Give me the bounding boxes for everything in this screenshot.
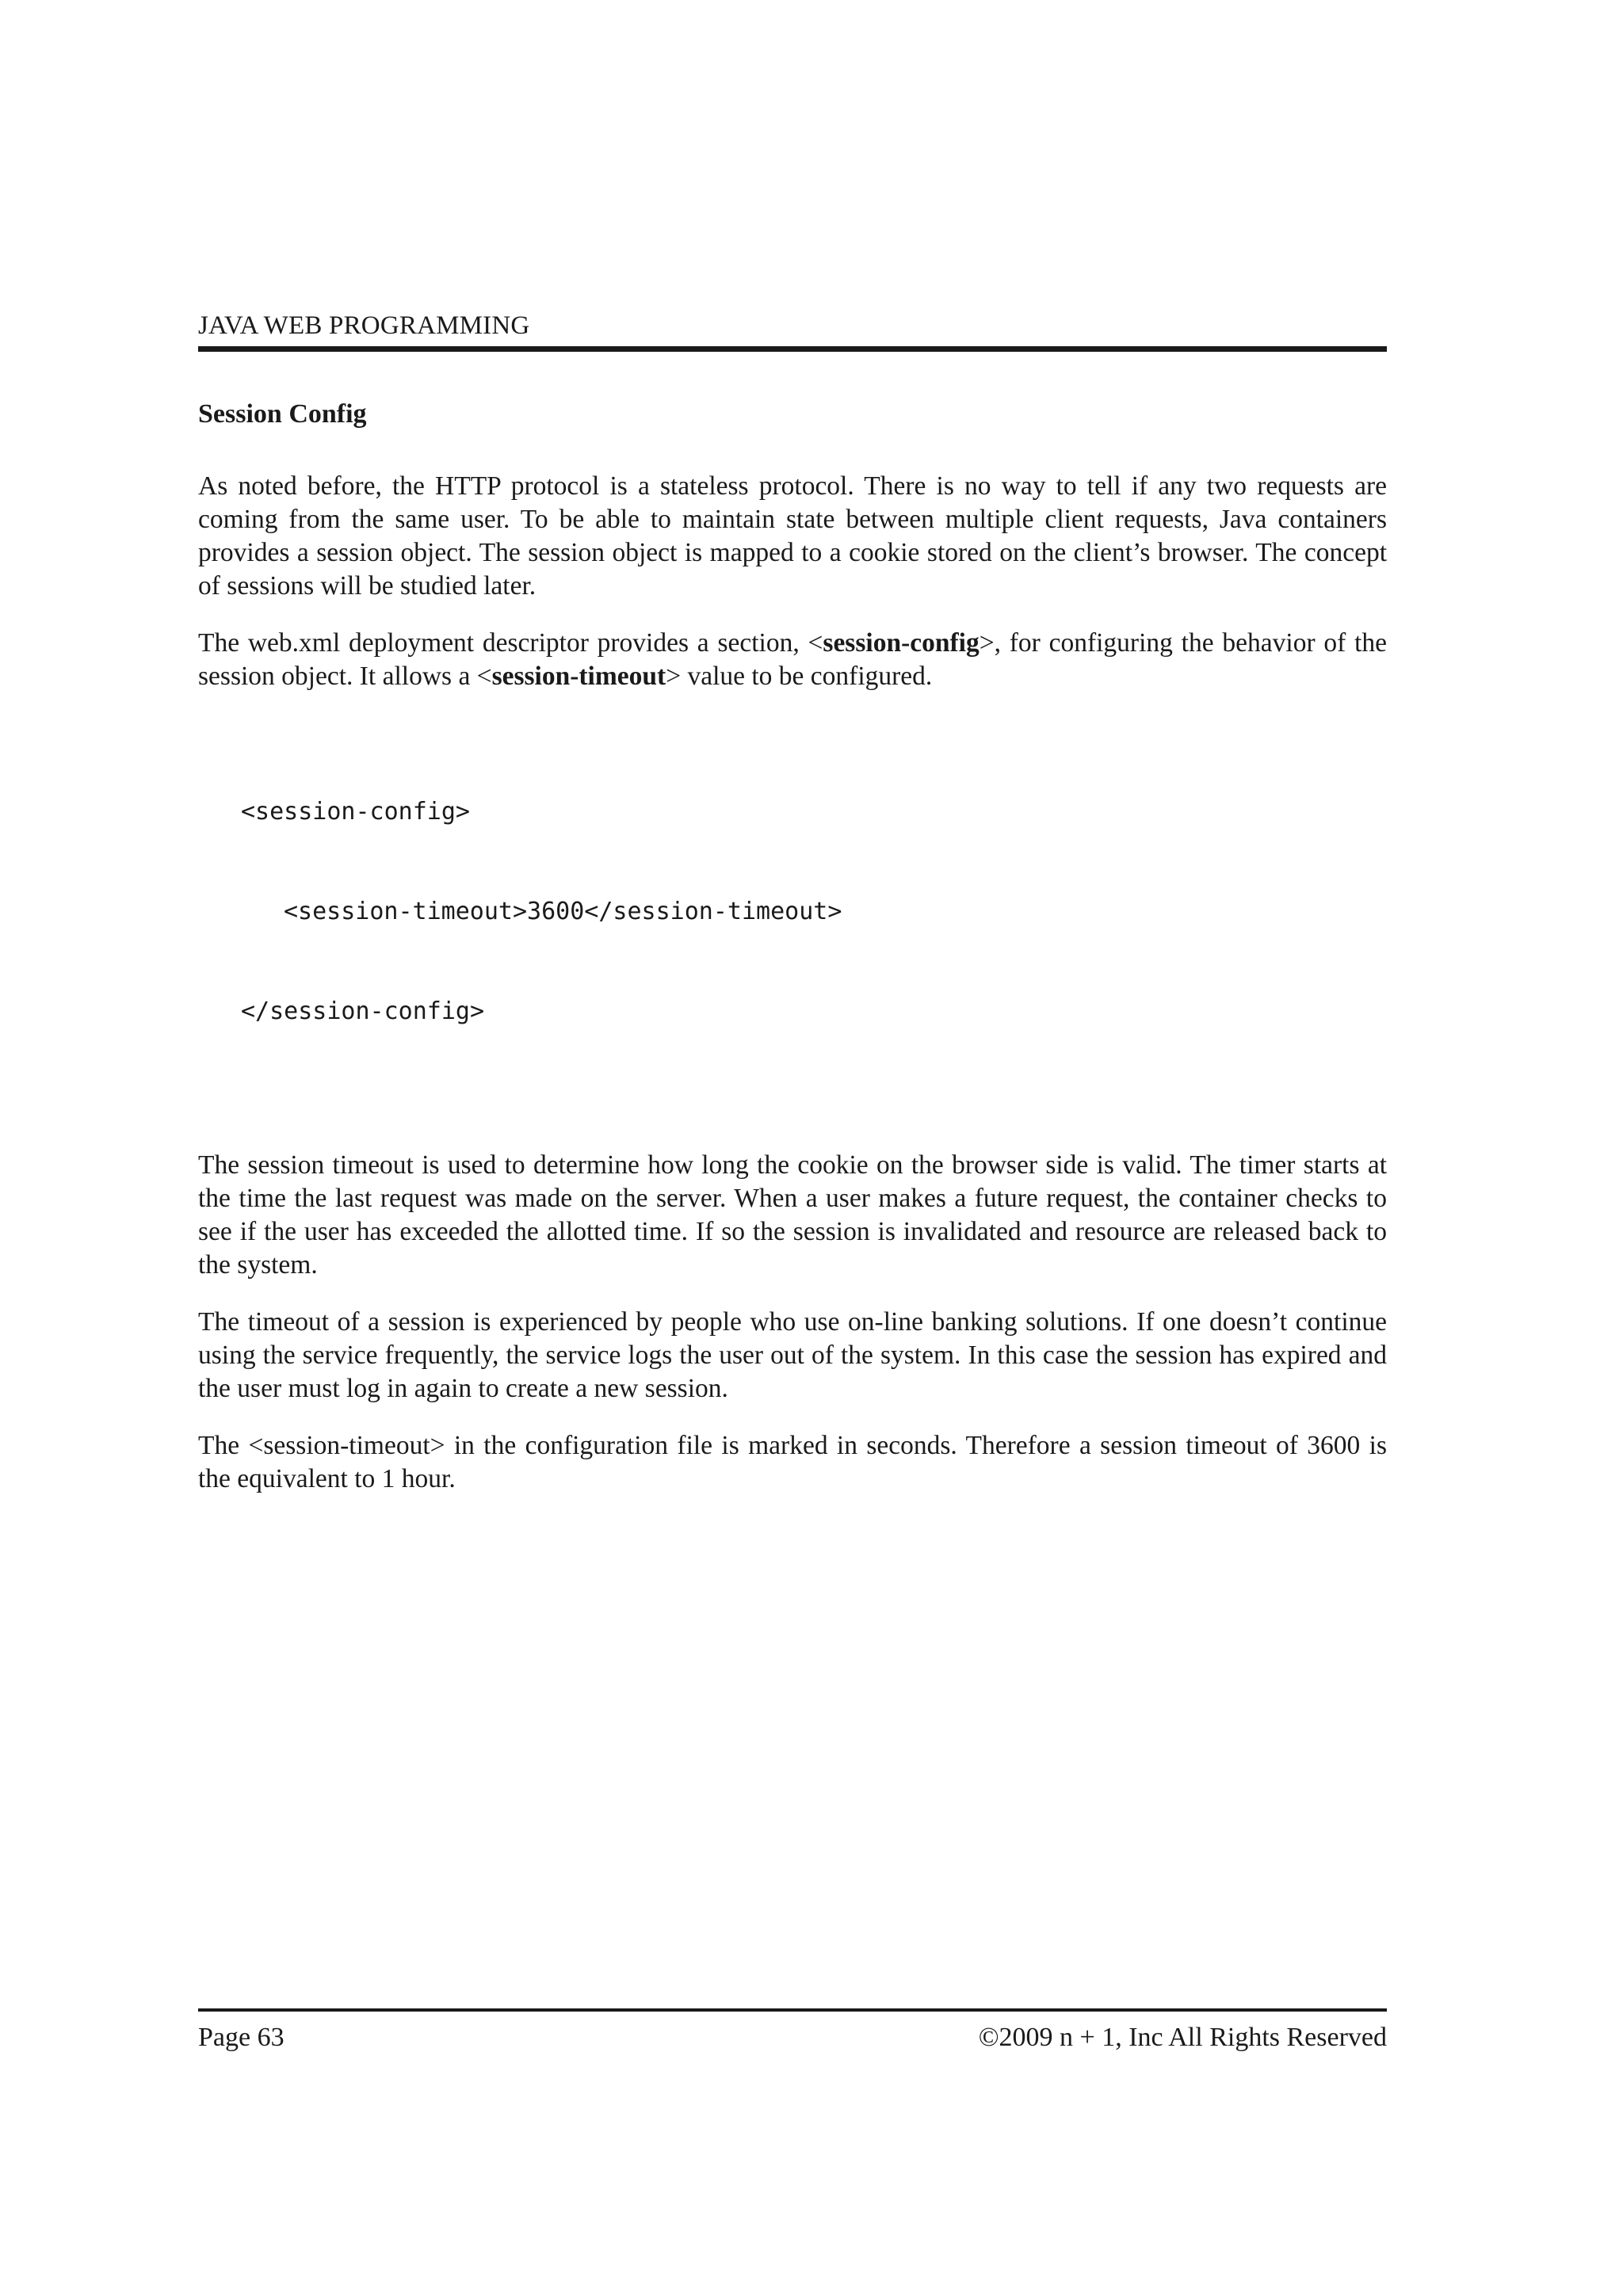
paragraph-4: The timeout of a session is experienced by people who use on-line banking solutions. If one doesn’t continue using the service frequently, the service logs the user out of the system. In this case the session has expired and the user must log in again to create a new session. bbox=[198, 1307, 1387, 1403]
page-footer bbox=[198, 2023, 1387, 2053]
paragraph-2-text-a: The web.xml deployment descriptor provides a section, < bbox=[198, 628, 823, 658]
copyright-notice: ©2009 n + 1, Inc All Rights Reserved bbox=[978, 2023, 1387, 2052]
header-rule bbox=[198, 346, 1387, 352]
code-line-1: <session-config> bbox=[241, 798, 470, 826]
page-number: Page 63 bbox=[198, 2023, 285, 2052]
document-page bbox=[198, 0, 1387, 2296]
code-line-3: </session-config> bbox=[241, 997, 485, 1025]
paragraph-2-text-c: > value to be configured. bbox=[666, 662, 933, 691]
session-timeout-term: session-timeout bbox=[491, 662, 666, 691]
section-title: Session Config bbox=[198, 399, 367, 429]
paragraph-2 bbox=[198, 627, 1387, 693]
session-config-term: session-config bbox=[823, 628, 980, 658]
running-header: JAVA WEB PROGRAMMING bbox=[198, 311, 530, 340]
paragraph-2-text-b: >, for configuring the behavior of the session object. It allows a < bbox=[198, 628, 1388, 691]
footer-rule bbox=[198, 2008, 1387, 2012]
code-line-2: <session-timeout>3600</session-timeout> bbox=[284, 898, 842, 925]
page-content bbox=[198, 395, 1387, 1520]
paragraph-5: The <session-timeout> in the configuration file is marked in seconds. Therefore a session timeout of 3600 is the equivalent to 1 hour. bbox=[198, 1431, 1387, 1493]
paragraph-1: As noted before, the HTTP protocol is a stateless protocol. There is no way to tell if any two requests are coming from the same user. To be able to maintain state between multiple client requests, Java containers provides a session object. The session object is mapped to a cookie stored on the client’s browser. The concept of sessions will be studied later. bbox=[198, 471, 1387, 601]
code-block bbox=[241, 729, 1387, 1095]
paragraph-3: The session timeout is used to determine how long the cookie on the browser side is valid. The timer starts at the time the last request was made on the server. When a user makes a future request, the container checks to see if the user has exceeded the allotted time. If so the session is invalidated and resource are released back to the system. bbox=[198, 1150, 1387, 1280]
